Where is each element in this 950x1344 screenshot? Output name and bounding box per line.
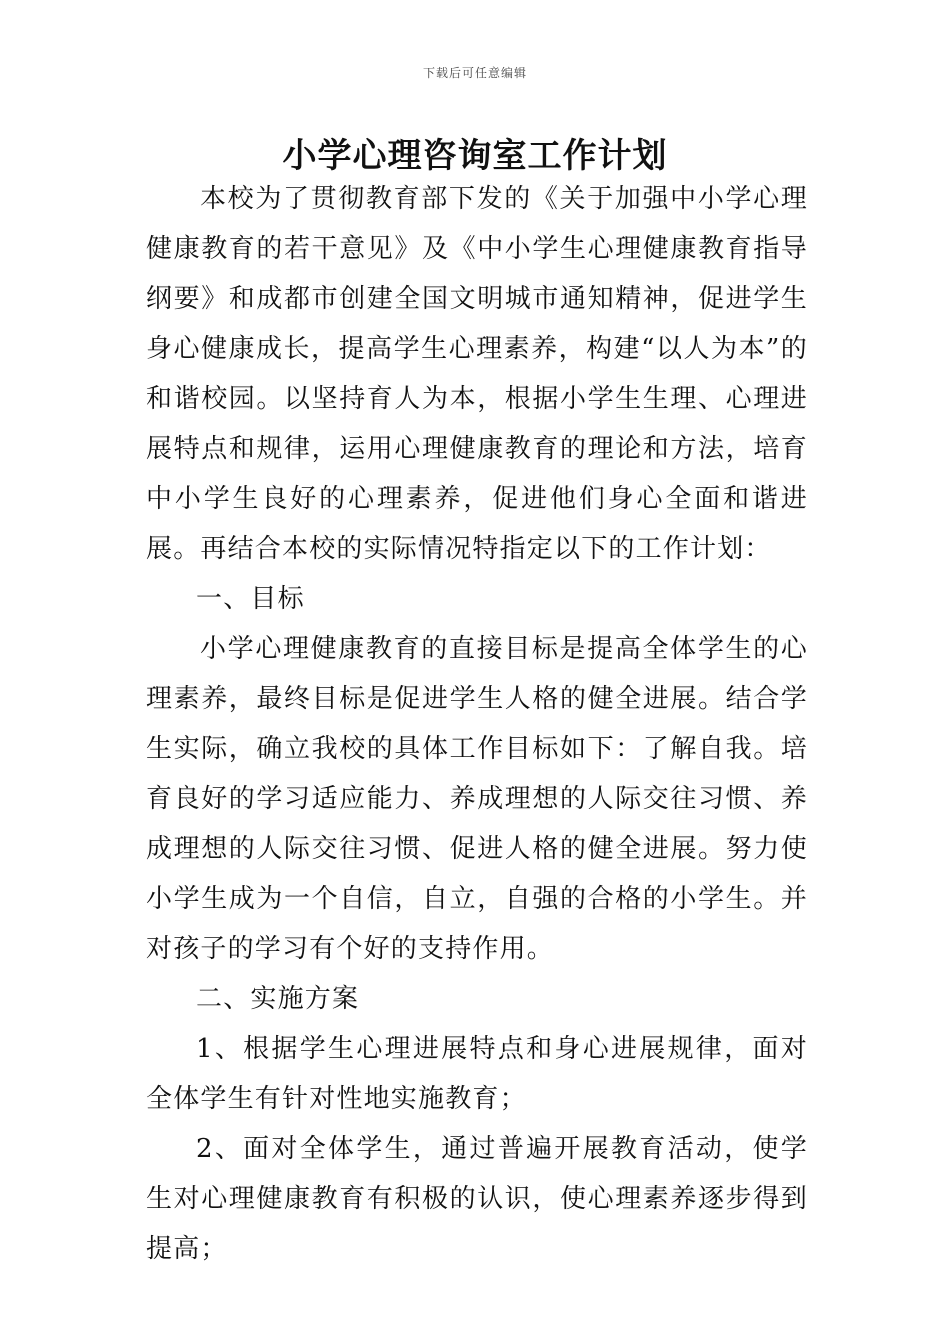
paragraph-intro: 本校为了贯彻教育部下发的《关于加强中小学心理健康教育的若干意见》及《中小学生心理健康教育指导纲要》和成都市创建全国文明城市通知精神，促进学生身心健康成长，提高学生心理素养，构建“以人为本”的和谐校园。以坚持育人为本，根据小学生生理、心理进展特点和规律，运用心理健康教育的理论和方法，培育中小学生良好的心理素养，促进他们身心全面和谐进展。再结合本校的实际情况特指定以下的工作计划： — [146, 184, 808, 564]
document-title: 小学心理咨询室工作计划 — [282, 136, 668, 176]
section-heading-goals: 一、目标 — [196, 584, 305, 614]
document-body — [146, 174, 808, 1274]
list-item-1: 1、根据学生心理进展特点和身心进展规律，面对全体学生有针对性地实施教育； — [146, 1034, 808, 1114]
header-note: 下载后可任意编辑 — [422, 66, 527, 80]
paragraph-goals: 小学心理健康教育的直接目标是提高全体学生的心理素养，最终目标是促进学生人格的健全进展。结合学生实际，确立我校的具体工作目标如下：了解自我。培育良好的学习适应能力、养成理想的人际交往习惯、养成理想的人际交往习惯、促进人格的健全进展。努力使小学生成为一个自信，自立，自强的合格的小学生。并对孩子的学习有个好的支持作用。 — [146, 634, 808, 964]
list-item-2: 2、面对全体学生，通过普遍开展教育活动，使学生对心理健康教育有积极的认识，使心理素养逐步得到提高； — [146, 1134, 808, 1264]
section-heading-implementation: 二、实施方案 — [196, 984, 360, 1014]
